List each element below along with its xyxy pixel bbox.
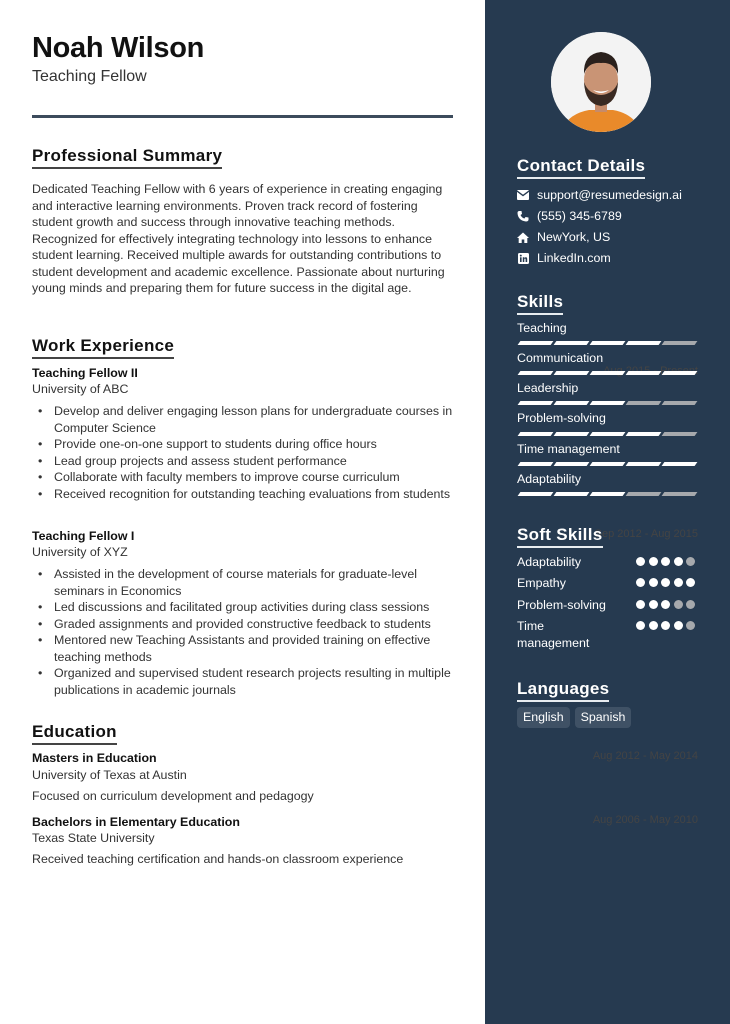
phone-value: (555) 345-6789	[537, 209, 622, 223]
list-item: • Led discussions and facilitated group activities during class sessions	[54, 599, 454, 616]
summary-heading: Professional Summary	[32, 146, 222, 169]
skill-rating-bar	[519, 371, 696, 375]
job-organization: University of XYZ	[32, 545, 128, 559]
skill-rating-bar	[519, 432, 696, 436]
location-value: NewYork, US	[537, 230, 611, 244]
language-badge: English	[517, 707, 570, 728]
list-item: • Provide one-on-one support to students during office hours	[54, 436, 454, 453]
contact-email[interactable]	[517, 188, 682, 202]
job-bullets	[54, 566, 454, 698]
job-bullets	[54, 403, 454, 502]
skill-rating-bar	[519, 462, 696, 466]
soft-skill-rating	[636, 557, 695, 566]
linkedin-icon	[517, 252, 529, 264]
sidebar	[485, 0, 730, 1024]
degree-description: Focused on curriculum development and pedagogy	[32, 789, 314, 803]
languages-heading: Languages	[517, 679, 609, 702]
skill-rating-bar	[519, 492, 696, 496]
skill-label: Adaptability	[517, 472, 582, 486]
skill-label: Communication	[517, 351, 604, 365]
soft-skill-label: Adaptability	[517, 555, 582, 569]
soft-skills-heading: Soft Skills	[517, 525, 603, 548]
header-divider	[32, 115, 453, 118]
list-item: • Organized and supervised student research projects resulting in multiple publications in academic journals	[54, 665, 454, 698]
skill-label: Problem-solving	[517, 411, 606, 425]
school-name: University of Texas at Austin	[32, 768, 187, 782]
contact-phone[interactable]	[517, 209, 622, 223]
soft-skill-label: Time management	[517, 619, 590, 650]
summary-text: Dedicated Teaching Fellow with 6 years of experience in creating engaging and interactive learning environments. Proven track record of fostering student growth and success through innovative teaching methods. Recognized for effectively integrating technology into lessons to enhance student learning. Received multiple awards for outstanding contributions to student development and academic excellence. Passionate about nurturing young minds and preparing them for future success in the digital age.	[32, 182, 445, 295]
school-name: Texas State University	[32, 831, 155, 845]
portrait-image	[551, 32, 651, 132]
list-item: • Assisted in the development of course materials for graduate-level seminars in Economics	[54, 566, 454, 599]
education-heading: Education	[32, 722, 117, 745]
degree-title: Bachelors in Elementary Education	[32, 815, 240, 829]
degree-date: Aug 2012 - May 2014	[592, 750, 698, 762]
envelope-icon	[517, 189, 529, 201]
candidate-name: Noah Wilson	[32, 32, 205, 64]
language-badge: Spanish	[575, 707, 632, 728]
skill-rating-bar	[519, 401, 696, 405]
job-title: Teaching Fellow I	[32, 529, 135, 543]
skill-label: Leadership	[517, 381, 579, 395]
home-icon	[517, 231, 529, 243]
soft-skill-rating	[636, 621, 695, 630]
avatar	[551, 32, 651, 132]
soft-skill-label: Empathy	[517, 576, 566, 590]
list-item: • Mentored new Teaching Assistants and provided training on effective teaching methods	[54, 632, 454, 665]
degree-description: Received teaching certification and hands-on classroom experience	[32, 852, 404, 866]
skill-label: Time management	[517, 442, 620, 456]
job-date: Sep 2012 - Aug 2015	[594, 528, 698, 540]
list-item: • Graded assignments and provided constructive feedback to students	[54, 616, 454, 633]
skill-rating-bar	[519, 341, 696, 345]
degree-title: Masters in Education	[32, 751, 157, 765]
job-organization: University of ABC	[32, 382, 129, 396]
list-item: • Received recognition for outstanding teaching evaluations from students	[54, 486, 454, 503]
list-item: • Lead group projects and assess student performance	[54, 453, 454, 470]
soft-skill-rating	[636, 578, 695, 587]
skills-heading: Skills	[517, 292, 563, 315]
soft-skill-rating	[636, 600, 695, 609]
linkedin-value: LinkedIn.com	[537, 251, 611, 265]
skill-label: Teaching	[517, 321, 567, 335]
list-item: • Collaborate with faculty members to improve course curriculum	[54, 469, 454, 486]
list-item: • Develop and deliver engaging lesson plans for undergraduate courses in Computer Science	[54, 403, 454, 436]
contact-linkedin[interactable]	[517, 251, 611, 265]
phone-icon	[517, 210, 529, 222]
degree-date: Aug 2006 - May 2010	[592, 814, 698, 826]
experience-heading: Work Experience	[32, 336, 174, 359]
language-list	[517, 707, 631, 728]
contact-location	[517, 230, 610, 244]
soft-skill-label: Problem-solving	[517, 598, 606, 612]
contact-heading: Contact Details	[517, 156, 645, 179]
candidate-title: Teaching Fellow	[32, 68, 147, 85]
job-title: Teaching Fellow II	[32, 366, 138, 380]
email-value: support@resumedesign.ai	[537, 188, 682, 202]
